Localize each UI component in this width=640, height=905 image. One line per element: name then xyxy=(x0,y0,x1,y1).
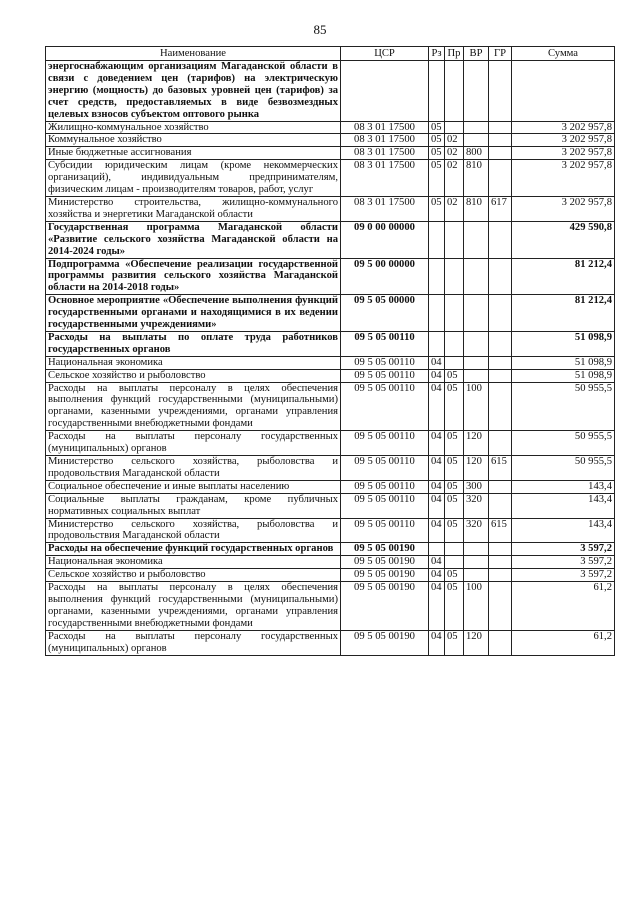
cell-name: энергоснабжающим организациям Магаданской области в связи с доведением цен (тарифов) на электрическую энергию (мощность) до базовых уровней цен (тарифов) за счет средств, предоставляемых в виде безвозмездных целевых взносов субъектом оптового рынка xyxy=(46,61,341,122)
cell-sum: 143,4 xyxy=(512,480,615,493)
cell-rz: 04 xyxy=(429,456,445,481)
cell-sum: 143,4 xyxy=(512,518,615,543)
table-row xyxy=(46,121,615,134)
cell-gr xyxy=(489,630,512,655)
cell-sum: 81 212,4 xyxy=(512,258,615,295)
cell-name: Коммунальное хозяйство xyxy=(46,134,341,147)
cell-sum: 61,2 xyxy=(512,582,615,631)
cell-rz: 04 xyxy=(429,518,445,543)
cell-name: Расходы на выплаты по оплате труда работников государственных органов xyxy=(46,331,341,356)
cell-pr xyxy=(445,556,464,569)
cell-name: Подпрограмма «Обеспечение реализации государственной программы развития сельского хозяйства Магаданской области на 2014-2018 годы» xyxy=(46,258,341,295)
cell-sum: 3 202 957,8 xyxy=(512,160,615,197)
cell-gr xyxy=(489,431,512,456)
table-row xyxy=(46,543,615,556)
cell-sum: 3 202 957,8 xyxy=(512,134,615,147)
cell-gr xyxy=(489,569,512,582)
cell-sum: 3 202 957,8 xyxy=(512,196,615,221)
cell-csr: 08 3 01 17500 xyxy=(341,196,429,221)
cell-pr: 05 xyxy=(445,431,464,456)
cell-csr: 09 5 05 00110 xyxy=(341,382,429,431)
cell-rz xyxy=(429,543,445,556)
cell-pr: 02 xyxy=(445,196,464,221)
cell-name: Национальная экономика xyxy=(46,356,341,369)
cell-pr: 05 xyxy=(445,569,464,582)
cell-name: Министерство сельского хозяйства, рыболовства и продовольствия Магаданской области xyxy=(46,518,341,543)
cell-rz xyxy=(429,221,445,258)
cell-gr xyxy=(489,258,512,295)
cell-pr xyxy=(445,121,464,134)
cell-sum: 50 955,5 xyxy=(512,431,615,456)
cell-vr: 810 xyxy=(464,196,489,221)
header-vr: ВР xyxy=(464,47,489,61)
cell-gr xyxy=(489,221,512,258)
cell-pr: 02 xyxy=(445,147,464,160)
cell-name: Государственная программа Магаданской области «Развитие сельского хозяйства Магаданской области на 2014-2024 годы» xyxy=(46,221,341,258)
cell-vr: 300 xyxy=(464,480,489,493)
cell-gr xyxy=(489,356,512,369)
cell-gr xyxy=(489,582,512,631)
cell-csr: 08 3 01 17500 xyxy=(341,121,429,134)
cell-rz: 04 xyxy=(429,382,445,431)
cell-rz: 04 xyxy=(429,556,445,569)
cell-pr: 05 xyxy=(445,582,464,631)
cell-gr xyxy=(489,480,512,493)
cell-rz xyxy=(429,331,445,356)
cell-sum: 143,4 xyxy=(512,493,615,518)
table-row xyxy=(46,258,615,295)
table-row xyxy=(46,61,615,122)
cell-vr: 320 xyxy=(464,493,489,518)
cell-gr: 615 xyxy=(489,456,512,481)
cell-sum: 3 202 957,8 xyxy=(512,147,615,160)
cell-csr: 09 5 05 00110 xyxy=(341,480,429,493)
cell-csr: 09 5 05 00190 xyxy=(341,630,429,655)
cell-rz: 04 xyxy=(429,431,445,456)
cell-csr: 08 3 01 17500 xyxy=(341,160,429,197)
cell-vr xyxy=(464,331,489,356)
header-name: Наименование xyxy=(46,47,341,61)
cell-pr xyxy=(445,543,464,556)
table-row xyxy=(46,356,615,369)
cell-name: Жилищно-коммунальное хозяйство xyxy=(46,121,341,134)
cell-rz xyxy=(429,295,445,332)
cell-vr xyxy=(464,221,489,258)
cell-gr: 615 xyxy=(489,518,512,543)
cell-vr xyxy=(464,295,489,332)
cell-name: Сельское хозяйство и рыболовство xyxy=(46,369,341,382)
cell-vr xyxy=(464,569,489,582)
cell-rz: 05 xyxy=(429,160,445,197)
cell-rz: 04 xyxy=(429,480,445,493)
cell-csr: 09 5 05 00110 xyxy=(341,431,429,456)
cell-name: Субсидии юридическим лицам (кроме некоммерческих организаций), индивидуальным предпринимателям, физическим лицам - производителям товаров, работ, услуг xyxy=(46,160,341,197)
cell-sum: 3 597,2 xyxy=(512,543,615,556)
cell-pr xyxy=(445,295,464,332)
cell-vr: 800 xyxy=(464,147,489,160)
cell-vr: 810 xyxy=(464,160,489,197)
table-row xyxy=(46,160,615,197)
table-row xyxy=(46,369,615,382)
cell-gr xyxy=(489,382,512,431)
cell-sum: 61,2 xyxy=(512,630,615,655)
header-sum: Сумма xyxy=(512,47,615,61)
cell-csr: 09 5 05 00190 xyxy=(341,582,429,631)
table-row xyxy=(46,331,615,356)
cell-rz: 05 xyxy=(429,134,445,147)
cell-vr xyxy=(464,61,489,122)
cell-pr xyxy=(445,221,464,258)
cell-csr: 09 5 00 00000 xyxy=(341,258,429,295)
cell-pr: 02 xyxy=(445,134,464,147)
cell-name: Расходы на выплаты персоналу в целях обеспечения выполнения функций государственными (муниципальными) органами, казенными учреждениями, органами управления государственными внебюджетными фондами xyxy=(46,382,341,431)
cell-csr: 08 3 01 17500 xyxy=(341,147,429,160)
table-row xyxy=(46,196,615,221)
cell-vr: 120 xyxy=(464,630,489,655)
cell-csr: 09 5 05 00190 xyxy=(341,569,429,582)
cell-csr: 09 0 00 00000 xyxy=(341,221,429,258)
table-row xyxy=(46,147,615,160)
cell-vr: 100 xyxy=(464,582,489,631)
cell-vr: 320 xyxy=(464,518,489,543)
cell-vr xyxy=(464,356,489,369)
cell-gr xyxy=(489,160,512,197)
table-row xyxy=(46,556,615,569)
cell-pr: 05 xyxy=(445,493,464,518)
cell-rz: 05 xyxy=(429,121,445,134)
cell-vr: 120 xyxy=(464,456,489,481)
header-gr: ГР xyxy=(489,47,512,61)
cell-sum: 429 590,8 xyxy=(512,221,615,258)
cell-rz: 04 xyxy=(429,356,445,369)
cell-gr xyxy=(489,556,512,569)
cell-csr: 09 5 05 00190 xyxy=(341,556,429,569)
table-row xyxy=(46,456,615,481)
cell-rz: 04 xyxy=(429,493,445,518)
cell-sum: 3 597,2 xyxy=(512,569,615,582)
cell-vr xyxy=(464,556,489,569)
cell-csr: 09 5 05 00110 xyxy=(341,456,429,481)
cell-csr: 09 5 05 00110 xyxy=(341,493,429,518)
cell-gr xyxy=(489,121,512,134)
cell-name: Сельское хозяйство и рыболовство xyxy=(46,569,341,582)
cell-csr: 09 5 05 00110 xyxy=(341,356,429,369)
table-row xyxy=(46,518,615,543)
cell-pr: 05 xyxy=(445,456,464,481)
header-pr: Пр xyxy=(445,47,464,61)
cell-gr xyxy=(489,61,512,122)
cell-vr xyxy=(464,258,489,295)
cell-sum: 51 098,9 xyxy=(512,369,615,382)
cell-name: Социальные выплаты гражданам, кроме публичных нормативных социальных выплат xyxy=(46,493,341,518)
cell-pr: 05 xyxy=(445,630,464,655)
cell-vr xyxy=(464,369,489,382)
cell-rz: 04 xyxy=(429,582,445,631)
cell-name: Социальное обеспечение и иные выплаты населению xyxy=(46,480,341,493)
cell-name: Национальная экономика xyxy=(46,556,341,569)
table-row xyxy=(46,134,615,147)
cell-sum: 3 202 957,8 xyxy=(512,121,615,134)
cell-name: Министерство строительства, жилищно-коммунального хозяйства и энергетики Магаданской области xyxy=(46,196,341,221)
cell-csr: 09 5 05 00000 xyxy=(341,295,429,332)
cell-vr xyxy=(464,121,489,134)
cell-name: Расходы на обеспечение функций государственных органов xyxy=(46,543,341,556)
table-row xyxy=(46,569,615,582)
header-csr: ЦСР xyxy=(341,47,429,61)
cell-csr: 09 5 05 00110 xyxy=(341,518,429,543)
cell-csr: 09 5 05 00110 xyxy=(341,369,429,382)
cell-rz: 05 xyxy=(429,196,445,221)
budget-table xyxy=(45,46,615,656)
cell-gr xyxy=(489,147,512,160)
cell-pr xyxy=(445,258,464,295)
cell-pr: 05 xyxy=(445,518,464,543)
cell-sum: 81 212,4 xyxy=(512,295,615,332)
table-row xyxy=(46,431,615,456)
cell-pr: 05 xyxy=(445,369,464,382)
page-number: 85 xyxy=(313,22,327,37)
table-row xyxy=(46,221,615,258)
cell-gr xyxy=(489,295,512,332)
cell-pr xyxy=(445,331,464,356)
cell-gr xyxy=(489,369,512,382)
cell-name: Основное мероприятие «Обеспечение выполнения функций государственными органами и находящимися в их ведении государственными учреждениями» xyxy=(46,295,341,332)
cell-rz: 04 xyxy=(429,569,445,582)
cell-rz xyxy=(429,61,445,122)
cell-name: Министерство сельского хозяйства, рыболовства и продовольствия Магаданской области xyxy=(46,456,341,481)
cell-vr xyxy=(464,134,489,147)
cell-csr: 08 3 01 17500 xyxy=(341,134,429,147)
cell-rz: 04 xyxy=(429,369,445,382)
header-rz: Рз xyxy=(429,47,445,61)
cell-name: Расходы на выплаты персоналу государственных (муниципальных) органов xyxy=(46,431,341,456)
cell-rz: 05 xyxy=(429,147,445,160)
cell-vr xyxy=(464,543,489,556)
table-header-row xyxy=(46,47,615,61)
cell-gr xyxy=(489,331,512,356)
cell-sum: 50 955,5 xyxy=(512,456,615,481)
cell-csr: 09 5 05 00110 xyxy=(341,331,429,356)
table-body xyxy=(46,61,615,656)
cell-sum: 50 955,5 xyxy=(512,382,615,431)
cell-gr xyxy=(489,134,512,147)
cell-rz: 04 xyxy=(429,630,445,655)
table-row xyxy=(46,630,615,655)
cell-rz xyxy=(429,258,445,295)
table-row xyxy=(46,382,615,431)
cell-name: Расходы на выплаты персоналу в целях обеспечения выполнения функций государственными (муниципальными) органами, казенными учреждениями, органами управления государственными внебюджетными фондами xyxy=(46,582,341,631)
cell-pr xyxy=(445,61,464,122)
cell-csr xyxy=(341,61,429,122)
cell-vr: 120 xyxy=(464,431,489,456)
cell-gr: 617 xyxy=(489,196,512,221)
cell-sum: 51 098,9 xyxy=(512,356,615,369)
cell-name: Иные бюджетные ассигнования xyxy=(46,147,341,160)
table-row xyxy=(46,582,615,631)
table-row xyxy=(46,295,615,332)
cell-gr xyxy=(489,543,512,556)
cell-sum: 51 098,9 xyxy=(512,331,615,356)
cell-pr: 05 xyxy=(445,480,464,493)
cell-pr: 05 xyxy=(445,382,464,431)
cell-vr: 100 xyxy=(464,382,489,431)
cell-name: Расходы на выплаты персоналу государственных (муниципальных) органов xyxy=(46,630,341,655)
cell-sum: 3 597,2 xyxy=(512,556,615,569)
cell-csr: 09 5 05 00190 xyxy=(341,543,429,556)
table-row xyxy=(46,493,615,518)
cell-pr: 02 xyxy=(445,160,464,197)
cell-pr xyxy=(445,356,464,369)
cell-gr xyxy=(489,493,512,518)
table-row xyxy=(46,480,615,493)
cell-sum xyxy=(512,61,615,122)
